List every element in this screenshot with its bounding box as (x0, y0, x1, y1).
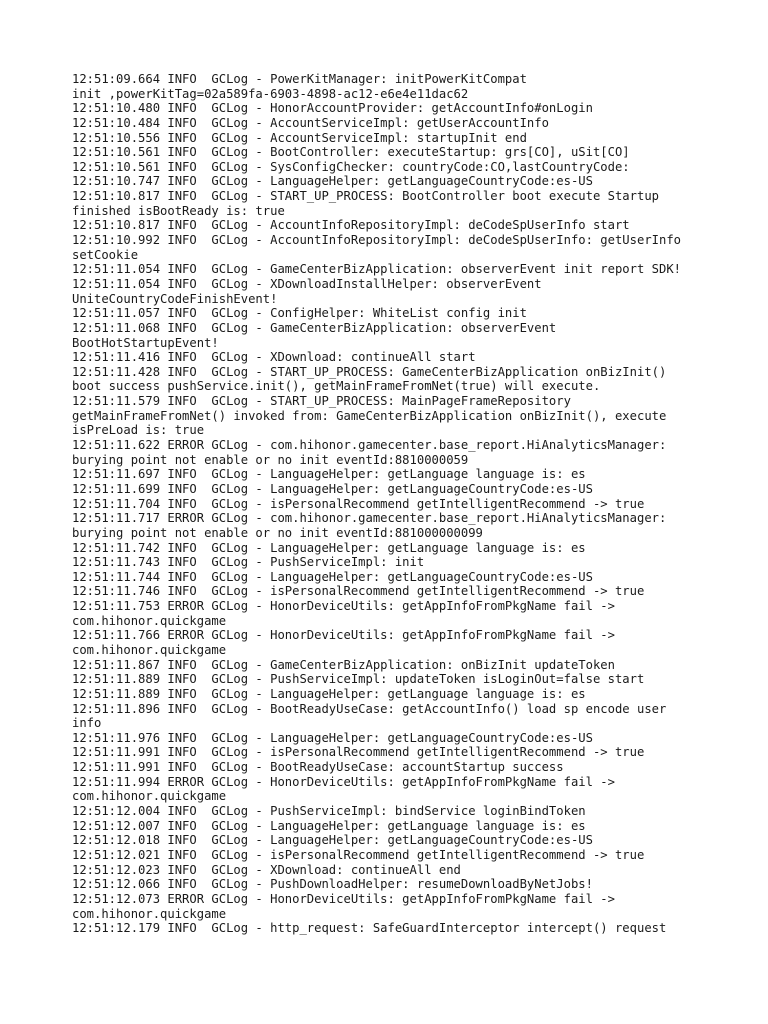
log-line: setCookie (72, 247, 139, 262)
log-line: com.hihonor.quickgame (72, 906, 227, 921)
log-line: finished isBootReady is: true (72, 203, 285, 218)
log-line: 12:51:11.976 INFO GCLog - LanguageHelper: getLanguageCountryCode:es-US (72, 730, 593, 745)
log-line: 12:51:11.622 ERROR GCLog - com.hihonor.gamecenter.base_report.HiAnalyticsManager: (72, 438, 667, 453)
log-line: 12:51:11.991 INFO GCLog - BootReadyUseCase: accountStartup success (72, 760, 564, 775)
log-line: 12:51:10.484 INFO GCLog - AccountServiceImpl: getUserAccountInfo (72, 115, 549, 130)
log-line: 12:51:11.579 INFO GCLog - START_UP_PROCESS: MainPageFrameRepository (72, 394, 571, 409)
log-line: 12:51:10.480 INFO GCLog - HonorAccountProvider: getAccountInfo#onLogin (72, 101, 593, 116)
log-line: 12:51:11.704 INFO GCLog - isPersonalRecommend getIntelligentRecommend -> true (72, 496, 645, 511)
log-line: com.hihonor.quickgame (72, 642, 227, 657)
log-line: info (72, 716, 102, 731)
log-line: 12:51:11.753 ERROR GCLog - HonorDeviceUtils: getAppInfoFromPkgName fail -> (72, 599, 615, 614)
log-line: 12:51:11.766 ERROR GCLog - HonorDeviceUtils: getAppInfoFromPkgName fail -> (72, 628, 615, 643)
log-line: 12:51:11.746 INFO GCLog - isPersonalRecommend getIntelligentRecommend -> true (72, 584, 645, 599)
log-line: 12:51:12.018 INFO GCLog - LanguageHelper: getLanguageCountryCode:es-US (72, 833, 593, 848)
log-line: 12:51:11.699 INFO GCLog - LanguageHelper: getLanguageCountryCode:es-US (72, 481, 593, 496)
log-line: 12:51:12.021 INFO GCLog - isPersonalRecommend getIntelligentRecommend -> true (72, 847, 645, 862)
log-line: 12:51:12.066 INFO GCLog - PushDownloadHelper: resumeDownloadByNetJobs! (72, 877, 593, 892)
log-line: 12:51:11.697 INFO GCLog - LanguageHelper: getLanguage language is: es (72, 467, 586, 482)
log-line: 12:51:11.896 INFO GCLog - BootReadyUseCase: getAccountInfo() load sp encode user (72, 701, 667, 716)
log-line: 12:51:11.889 INFO GCLog - PushServiceImpl: updateToken isLoginOut=false start (72, 672, 645, 687)
log-line: 12:51:10.817 INFO GCLog - START_UP_PROCESS: BootController boot execute Startup (72, 189, 659, 204)
log-line: boot success pushService.init(), getMainFrameFromNet(true) will execute. (72, 379, 601, 394)
log-line: 12:51:10.561 INFO GCLog - SysConfigChecker: countryCode:CO,lastCountryCode: (72, 159, 630, 174)
log-line: burying point not enable or no init eventId:8810000059 (72, 452, 469, 467)
log-line: 12:51:11.744 INFO GCLog - LanguageHelper: getLanguageCountryCode:es-US (72, 569, 593, 584)
log-line: 12:51:11.717 ERROR GCLog - com.hihonor.gamecenter.base_report.HiAnalyticsManager: (72, 511, 667, 526)
log-line: 12:51:11.054 INFO GCLog - XDownloadInstallHelper: observerEvent (72, 276, 542, 291)
log-line: init ,powerKitTag=02a589fa-6903-4898-ac12-e6e4e11dac62 (72, 86, 469, 101)
log-line: 12:51:11.994 ERROR GCLog - HonorDeviceUtils: getAppInfoFromPkgName fail -> (72, 774, 615, 789)
log-line: 12:51:11.742 INFO GCLog - LanguageHelper: getLanguage language is: es (72, 540, 586, 555)
log-line: 12:51:11.416 INFO GCLog - XDownload: continueAll start (72, 350, 476, 365)
log-line: 12:51:10.817 INFO GCLog - AccountInfoRepositoryImpl: deCodeSpUserInfo start (72, 218, 630, 233)
log-line: 12:51:11.428 INFO GCLog - START_UP_PROCESS: GameCenterBizApplication onBizInit() (72, 364, 667, 379)
log-line: 12:51:12.179 INFO GCLog - http_request: SafeGuardInterceptor intercept() request (72, 921, 667, 936)
log-text-block (72, 72, 712, 936)
log-line: 12:51:11.743 INFO GCLog - PushServiceImpl: init (72, 555, 425, 570)
log-line: 12:51:10.747 INFO GCLog - LanguageHelper: getLanguageCountryCode:es-US (72, 174, 593, 189)
log-line: 12:51:12.073 ERROR GCLog - HonorDeviceUtils: getAppInfoFromPkgName fail -> (72, 891, 615, 906)
log-line: 12:51:10.556 INFO GCLog - AccountServiceImpl: startupInit end (72, 130, 527, 145)
log-line: 12:51:12.004 INFO GCLog - PushServiceImpl: bindService loginBindToken (72, 804, 586, 819)
log-line: 12:51:11.867 INFO GCLog - GameCenterBizApplication: onBizInit updateToken (72, 657, 615, 672)
log-line: burying point not enable or no init eventId:881000000099 (72, 525, 483, 540)
log-line: 12:51:11.054 INFO GCLog - GameCenterBizApplication: observerEvent init report SDK! (72, 262, 682, 277)
log-line: isPreLoad is: true (72, 423, 205, 438)
log-line: 12:51:11.991 INFO GCLog - isPersonalRecommend getIntelligentRecommend -> true (72, 745, 645, 760)
log-line: 12:51:11.889 INFO GCLog - LanguageHelper: getLanguage language is: es (72, 686, 586, 701)
log-line: 12:51:10.992 INFO GCLog - AccountInfoRepositoryImpl: deCodeSpUserInfo: getUserInfo (72, 233, 682, 248)
log-line: 12:51:09.664 INFO GCLog - PowerKitManager: initPowerKitCompat (72, 72, 527, 86)
log-line: 12:51:10.561 INFO GCLog - BootController: executeStartup: grs[CO], uSit[CO] (72, 145, 630, 160)
log-line: 12:51:11.068 INFO GCLog - GameCenterBizApplication: observerEvent (72, 320, 557, 335)
log-line: 12:51:12.023 INFO GCLog - XDownload: continueAll end (72, 862, 461, 877)
log-line: 12:51:11.057 INFO GCLog - ConfigHelper: WhiteList config init (72, 306, 527, 321)
log-line: getMainFrameFromNet() invoked from: GameCenterBizApplication onBizInit(), execute (72, 408, 667, 423)
log-line: UniteCountryCodeFinishEvent! (72, 291, 278, 306)
log-line: 12:51:12.007 INFO GCLog - LanguageHelper: getLanguage language is: es (72, 818, 586, 833)
log-line: BootHotStartupEvent! (72, 335, 219, 350)
log-line: com.hihonor.quickgame (72, 613, 227, 628)
log-line: com.hihonor.quickgame (72, 789, 227, 804)
